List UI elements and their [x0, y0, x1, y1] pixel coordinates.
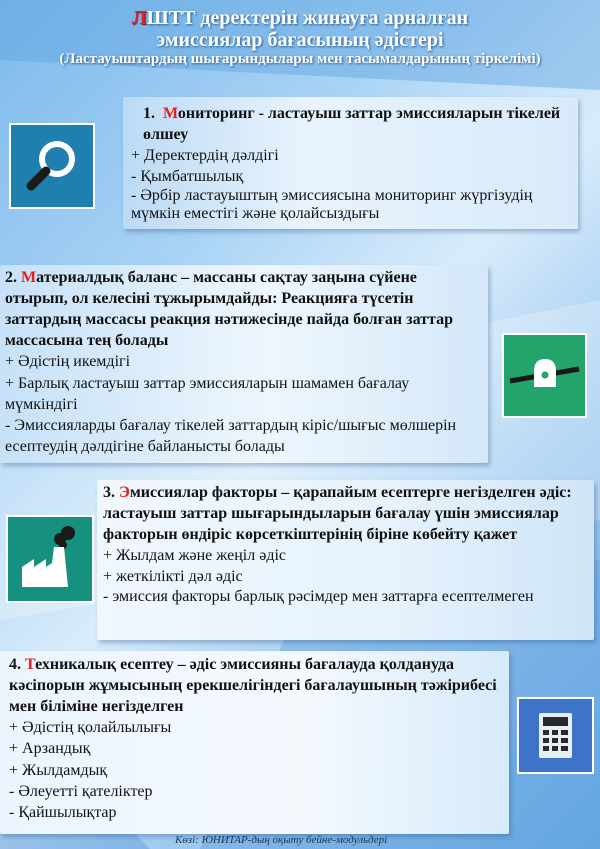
source-caption: Көзі: ЮНИТАР-дың оқыту бейне-модульдері — [175, 834, 388, 846]
method-point: - Қымбатшылық — [131, 168, 244, 186]
title-line-3: (Ластауыштардың шығарындылары мен тасымалдарының тіркелімі) — [59, 51, 541, 68]
method-point: + жеткілікті дәл әдіс — [103, 568, 243, 586]
title-initial: Л — [131, 7, 147, 29]
method-point: + Барлық ластауыш заттар эмиссияларын шамамен бағалау мүмкіндігі — [5, 374, 410, 413]
page-title — [0, 8, 600, 67]
title-line-1: ШТТ деректерін жинауға арналған — [146, 7, 469, 29]
method-point: - Қайшылықтар — [9, 803, 117, 821]
method-heading: 2. Материалдық баланс – массаны сақтау заңына сүйене отырып, ол келесіні тұжырымдайды: Реакцияға түсетін заттардың массасы реакция нәтижесінде пайда болған заттар массасына тең болады — [5, 269, 453, 350]
method-point: + Жылдам және жеңіл әдіс — [103, 547, 287, 565]
method-heading: 1. Мониторинг - ластауыш заттар эмиссияларын тікелей өлшеу — [143, 105, 561, 144]
method-card-emission-factors — [97, 480, 594, 640]
magnifier-icon — [9, 123, 95, 209]
method-card-monitoring — [123, 97, 578, 229]
title-line-2: эмиссиялар бағасының әдістері — [156, 28, 444, 51]
method-point: - Әлеуетті қателіктер — [9, 782, 153, 800]
method-point: + Әдістің қолайлылығы — [9, 719, 172, 737]
method-heading: 3. Эмиссиялар факторы – қарапайым есептерге негізделген әдіс: ластауыш заттар шығарындыларын бағалау үшін эмиссиялар факторын өндіріс көрсеткіштерінің біріне көбейту қажет — [103, 484, 572, 544]
method-heading: 4. Техникалық есептеу – әдіс эмиссияны бағалауда қолдануда кәсіпорын жұмысының ерекшелігіндегі бағалаушының тәжірибесі мен біліміне негізделген — [9, 656, 497, 716]
method-point: + Әдістің икемдігі — [5, 353, 131, 371]
method-point: + Деректердің дәлдігі — [131, 147, 279, 165]
method-point: + Арзандық — [9, 740, 91, 758]
method-point: + Жылдамдық — [9, 761, 108, 779]
method-point: - эмиссия факторы барлық рәсімдер мен заттарға есептелмеген — [103, 587, 534, 605]
method-card-material-balance — [0, 265, 488, 463]
calculator-icon — [517, 697, 594, 774]
balance-scale-icon — [502, 333, 587, 418]
method-point: - Әрбір ластауыштың эмиссиясына мониторинг жүргізудің мүмкін еместігі және қолайсыздығы — [131, 187, 533, 223]
method-point: - Эмиссияларды бағалау тікелей заттардың кіріс/шығыс мөлшерін есептеудің дәлдігіне байланысты болады — [5, 416, 457, 455]
method-card-technical-calculation — [0, 651, 509, 834]
factory-icon — [6, 515, 94, 603]
